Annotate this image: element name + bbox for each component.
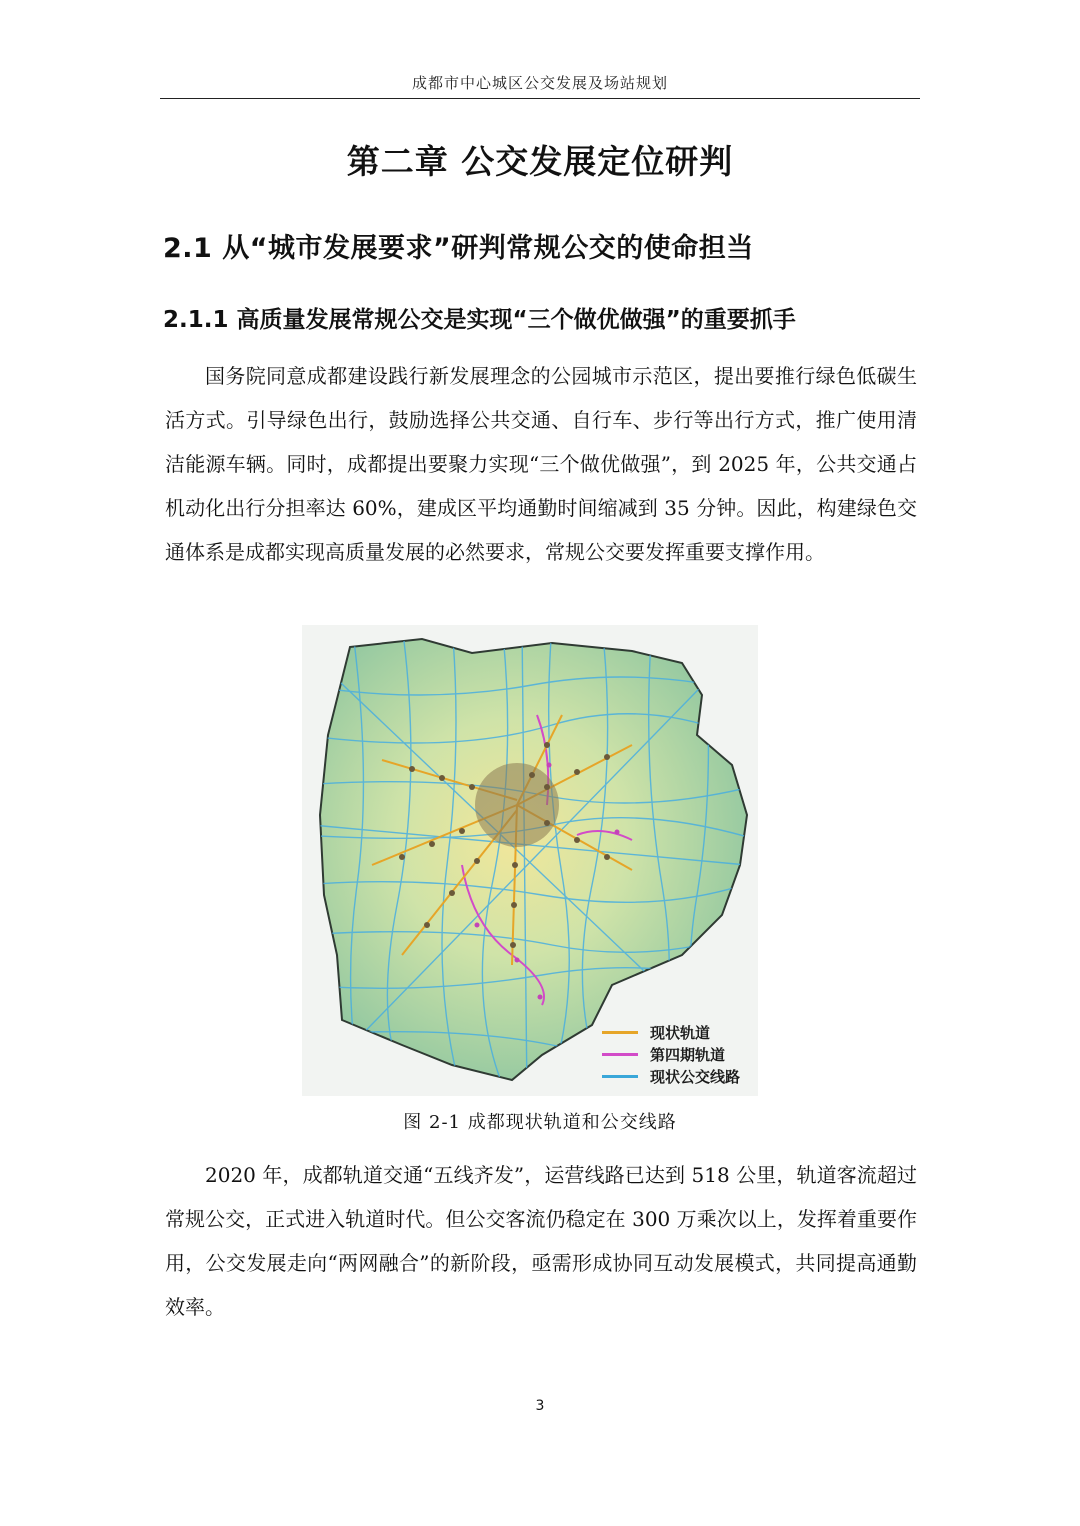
- legend-item-phase-four-rail: [602, 1043, 752, 1065]
- body-paragraph-2: 2020 年，成都轨道交通“五线齐发”，运营线路已达到 518 公里，轨道客流超过常规公交，正式进入轨道时代。但公交客流仍稳定在 300 万乘次以上，发挥着重要作用，公交发展走向“两网融合”的新阶段，亟需形成协同互动发展模式，共同提高通勤效率。: [165, 1163, 917, 1319]
- legend-item-bus-routes: [602, 1065, 752, 1087]
- running-header: 成都市中心城区公交发展及场站规划: [411, 74, 668, 92]
- legend-swatch-existing-rail: [602, 1031, 638, 1034]
- page-number: 3: [535, 1398, 545, 1414]
- legend-label-phase-four-rail: 第四期轨道: [650, 1045, 726, 1064]
- chapter-title: 第二章 公交发展定位研判: [346, 142, 734, 181]
- map-legend: [602, 1021, 752, 1087]
- legend-label-existing-rail: 现状轨道: [650, 1023, 711, 1042]
- body-paragraph-1: 国务院同意成都建设践行新发展理念的公园城市示范区，提出要推行绿色低碳生活方式。引导绿色出行，鼓励选择公共交通、自行车、步行等出行方式，推广使用清洁能源车辆。同时，成都提出要聚力实现“三个做优做强”，到 2025 年，公共交通占机动化出行分担率达 60%，建成区平均通勤时间缩减到 35 分钟。因此，构建绿色交通体系是成都实现高质量发展的必然要求，常规公交要发挥重要支撑作用。: [165, 364, 917, 564]
- legend-swatch-phase-four-rail: [602, 1053, 638, 1056]
- legend-label-bus-routes: 现状公交线路: [650, 1067, 741, 1086]
- transit-network-map: [302, 625, 758, 1096]
- legend-swatch-bus-routes: [602, 1075, 638, 1078]
- central-station-cluster: [475, 763, 559, 847]
- figure-caption: 图 2-1 成都现状轨道和公交线路: [403, 1112, 677, 1133]
- subsection-title: 2.1.1 高质量发展常规公交是实现“三个做优做强”的重要抓手: [163, 307, 796, 333]
- section-title: 2.1 从“城市发展要求”研判常规公交的使命担当: [163, 233, 754, 264]
- header-divider: [160, 98, 920, 99]
- legend-item-existing-rail: [602, 1021, 752, 1043]
